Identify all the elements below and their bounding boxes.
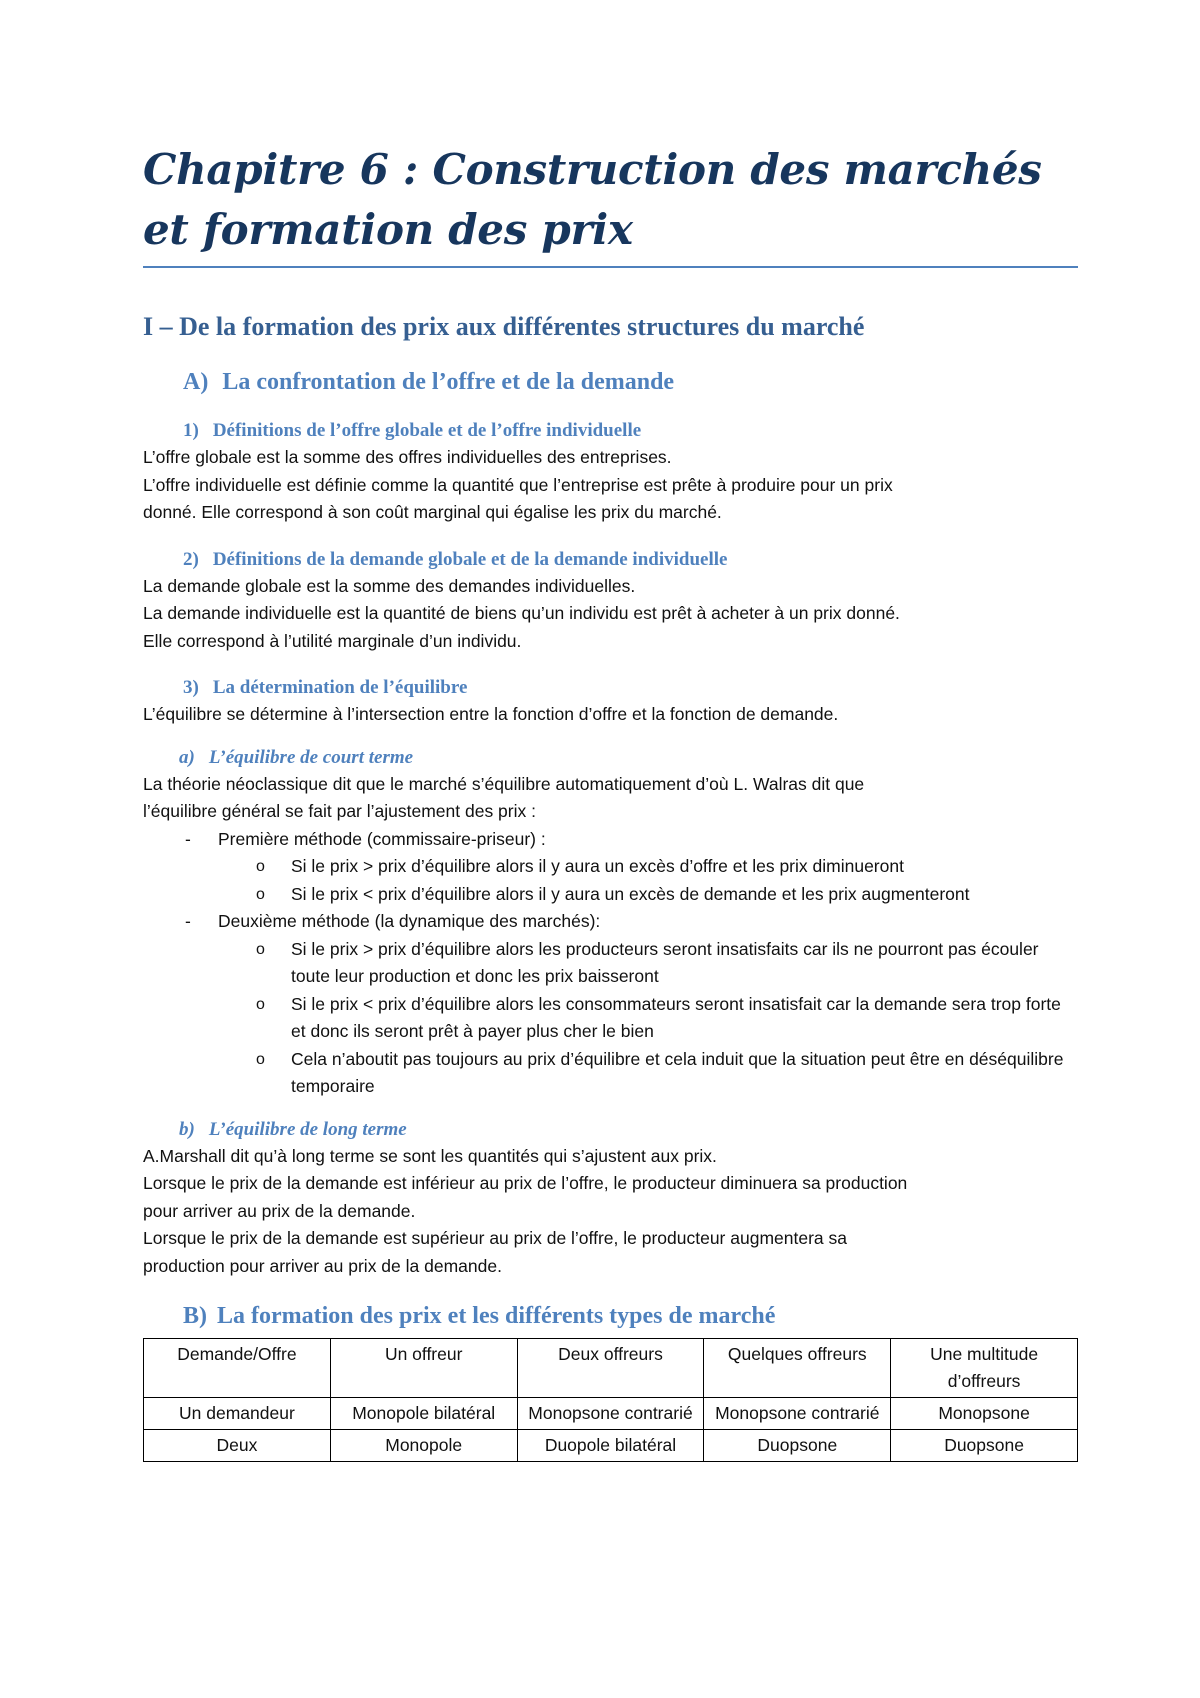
list-item bbox=[143, 853, 1078, 881]
text-line: L’offre individuelle est définie comme la quantité que l’entreprise est prête à produire pour un prix bbox=[143, 474, 893, 495]
subheading-b bbox=[179, 1117, 1078, 1143]
subsection-number: A) bbox=[183, 369, 209, 395]
list-item bbox=[143, 881, 1078, 909]
market-types-table bbox=[143, 1338, 1078, 1462]
subsection-heading-b bbox=[183, 1300, 1078, 1332]
table-cell: Duopole bilatéral bbox=[517, 1430, 704, 1462]
document-page bbox=[143, 140, 1078, 1462]
paragraph-demande bbox=[143, 573, 1078, 656]
table-cell: Duopsone bbox=[891, 1430, 1078, 1462]
list-item bbox=[143, 1046, 1078, 1101]
circle-bullet-icon: o bbox=[256, 885, 265, 903]
table-header-cell: Un offreur bbox=[330, 1339, 517, 1398]
table-cell: Duopsone bbox=[704, 1430, 891, 1462]
text-line: l’équilibre général se fait par l’ajustement des prix : bbox=[143, 801, 536, 821]
table-header-cell: Demande/Offre bbox=[144, 1339, 331, 1398]
list-item-text: Cela n’aboutit pas toujours au prix d’équilibre et cela induit que la situation peut être en déséquilibre temporaire bbox=[291, 1048, 1064, 1096]
list-item bbox=[143, 826, 1078, 854]
circle-bullet-icon: o bbox=[256, 858, 265, 875]
subheading-a bbox=[179, 745, 1078, 771]
subheading-number: b) bbox=[179, 1118, 195, 1140]
list-item-text: Si le prix < prix d’équilibre alors il y aura un excès de demande et les prix augmenteront bbox=[291, 883, 970, 904]
text-line: pour arriver au prix de la demande. bbox=[143, 1200, 416, 1221]
table-cell: Monopole bbox=[330, 1430, 517, 1462]
text-line: production pour arriver au prix de la demande. bbox=[143, 1255, 502, 1276]
circle-bullet-icon: o bbox=[256, 1050, 265, 1068]
table-header-cell: Deux offreurs bbox=[517, 1339, 704, 1398]
text-line: La demande globale est la somme des demandes individuelles. bbox=[143, 575, 636, 596]
list-item bbox=[143, 908, 1078, 936]
list-item-text: Deuxième méthode (la dynamique des marchés): bbox=[218, 911, 601, 931]
table-row bbox=[144, 1430, 1078, 1462]
section-heading-1: I – De la formation des prix aux différentes structures du marché bbox=[143, 312, 865, 341]
table-row bbox=[144, 1398, 1078, 1430]
list-item-text: Si le prix > prix d’équilibre alors les producteurs seront insatisfaits car ils ne pourront pas écouler toute leur production et donc les prix baisseront bbox=[291, 938, 1039, 986]
subsection-heading-a bbox=[183, 366, 1078, 398]
list-item bbox=[143, 936, 1078, 991]
subheading-title: La détermination de l’équilibre bbox=[212, 677, 468, 698]
table-header-cell: Une multitude d’offreurs bbox=[891, 1339, 1078, 1398]
subsection-title: La confrontation de l’offre et de la demande bbox=[222, 369, 675, 395]
subheading-number: 3) bbox=[183, 677, 199, 698]
text-line: L’offre globale est la somme des offres individuelles des entreprises. bbox=[143, 447, 672, 467]
circle-bullet-icon: o bbox=[256, 940, 265, 958]
text-line: L’équilibre se détermine à l’intersection entre la fonction d’offre et la fonction de demande. bbox=[143, 704, 839, 724]
subheading-3 bbox=[183, 675, 1078, 701]
paragraph-offre bbox=[143, 444, 1078, 527]
methods-list bbox=[143, 826, 1078, 1101]
subheading-number: 1) bbox=[183, 420, 199, 441]
text-line: A.Marshall dit qu’à long terme se sont les quantités qui s’ajustent aux prix. bbox=[143, 1145, 717, 1166]
subsection-number: B) bbox=[183, 1303, 207, 1329]
table-cell: Monopsone contrarié bbox=[517, 1398, 704, 1430]
table-cell: Un demandeur bbox=[144, 1398, 331, 1430]
text-line: donné. Elle correspond à son coût marginal qui égalise les prix du marché. bbox=[143, 502, 722, 522]
text-line: La théorie néoclassique dit que le marché s’équilibre automatiquement d’où L. Walras dit que bbox=[143, 773, 865, 794]
table-header-row bbox=[144, 1339, 1078, 1398]
subheading-title: Définitions de l’offre globale et de l’offre individuelle bbox=[212, 420, 642, 441]
document-title: Chapitre 6 : Construction des marchés et formation des prix bbox=[143, 140, 1078, 268]
table-header-cell: Quelques offreurs bbox=[704, 1339, 891, 1398]
table-cell: Deux bbox=[144, 1430, 331, 1462]
text-line: Lorsque le prix de la demande est supérieur au prix de l’offre, le producteur augmentera sa bbox=[143, 1228, 847, 1248]
text-line: Elle correspond à l’utilité marginale d’un individu. bbox=[143, 630, 522, 651]
subheading-2 bbox=[183, 547, 1078, 573]
text-line: Lorsque le prix de la demande est inférieur au prix de l’offre, le producteur diminuera sa production bbox=[143, 1173, 908, 1193]
table-cell: Monopsone contrarié bbox=[704, 1398, 891, 1430]
list-item-text: Si le prix > prix d’équilibre alors il y aura un excès d’offre et les prix diminueront bbox=[291, 856, 904, 876]
paragraph-long-terme bbox=[143, 1143, 1078, 1281]
subheading-title: L’équilibre de court terme bbox=[208, 746, 414, 768]
subheading-number: a) bbox=[179, 746, 195, 768]
table-cell: Monopsone bbox=[891, 1398, 1078, 1430]
subsection-title: La formation des prix et les différents types de marché bbox=[217, 1303, 776, 1329]
text-line: La demande individuelle est la quantité de biens qu’un individu est prêt à acheter à un prix donné. bbox=[143, 603, 900, 623]
table-cell: Monopole bilatéral bbox=[330, 1398, 517, 1430]
dash-bullet-icon: - bbox=[185, 828, 191, 849]
list-item bbox=[143, 991, 1078, 1046]
dash-bullet-icon: - bbox=[185, 911, 191, 931]
subheading-title: Définitions de la demande globale et de la demande individuelle bbox=[212, 548, 728, 570]
list-item-text: Première méthode (commissaire-priseur) : bbox=[218, 828, 546, 849]
subheading-title: L’équilibre de long terme bbox=[208, 1118, 407, 1140]
circle-bullet-icon: o bbox=[256, 995, 265, 1013]
subheading-1 bbox=[183, 418, 1078, 444]
list-item-text: Si le prix < prix d’équilibre alors les consommateurs seront insatisfait car la demande sera trop forte et donc ils seront prêt à payer plus cher le bien bbox=[291, 993, 1061, 1041]
subheading-number: 2) bbox=[183, 548, 199, 570]
